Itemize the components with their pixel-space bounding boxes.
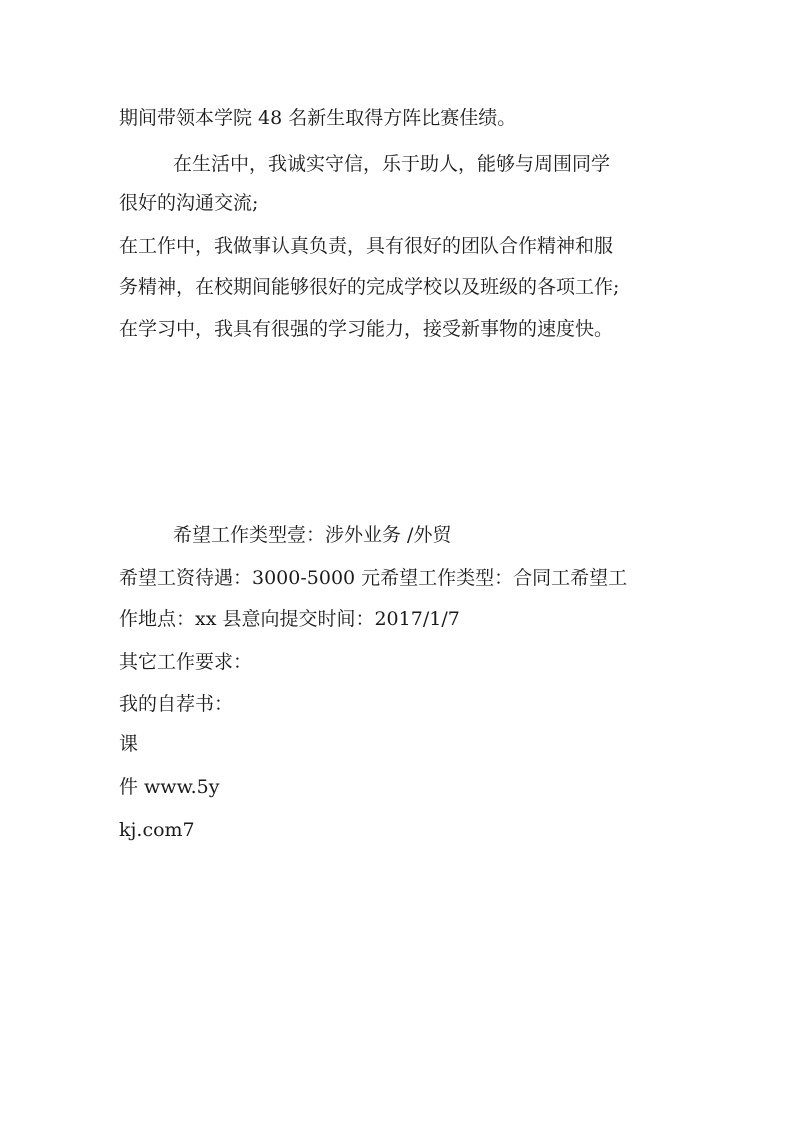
- text-line-work-location: 作地点：xx 县意向提交时间：2017/1/7: [119, 608, 460, 630]
- text-line-salary-expectation: 希望工资待遇：3000-5000 元希望工作类型：合同工希望工: [119, 567, 628, 589]
- text-line-job-type-one: 希望工作类型壹：涉外业务 /外贸: [173, 524, 452, 546]
- text-line-internship-achievement: 期间带领本学院 48 名新生取得方阵比赛佳绩。: [119, 107, 517, 129]
- text-line-watermark-2: 件 www.5y: [119, 776, 220, 798]
- text-line-service-spirit: 务精神，在校期间能够很好的完成学校以及班级的各项工作;: [119, 276, 620, 298]
- text-line-life-intro: 在生活中，我诚实守信，乐于助人，能够与周围同学: [173, 153, 611, 175]
- text-line-work-attitude: 在工作中，我做事认真负责，具有很好的团队合作精神和服: [119, 235, 614, 257]
- text-line-self-recommendation: 我的自荐书：: [119, 693, 234, 715]
- text-line-study-ability: 在学习中，我具有很强的学习能力，接受新事物的速度快。: [119, 318, 614, 340]
- text-line-watermark-1: 课: [119, 733, 139, 755]
- text-line-other-requirements: 其它工作要求：: [119, 651, 253, 673]
- text-line-watermark-3: kj.com7: [119, 819, 195, 841]
- text-line-communication: 很好的沟通交流;: [119, 192, 259, 214]
